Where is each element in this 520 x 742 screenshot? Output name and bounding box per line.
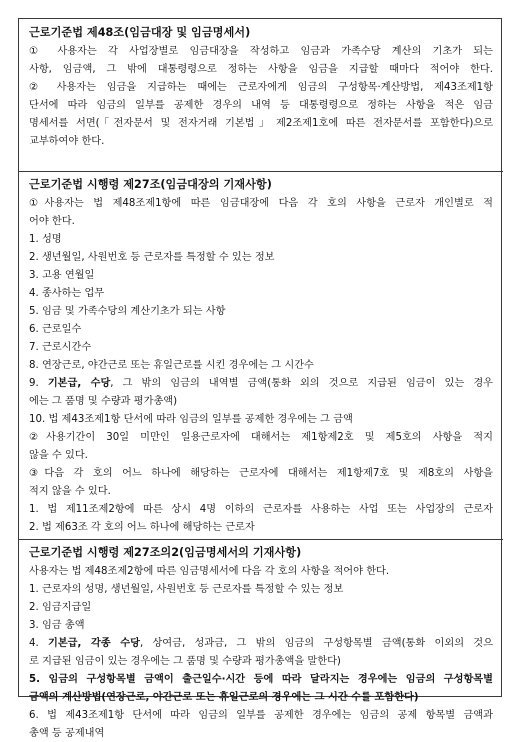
text-line: 단서에 따라 임금의 일부를 공제한 경우의 내역 등 대통령령으로 정하는 사항을 적은 임금	[29, 100, 493, 111]
text-line: 않을 수 있다.	[29, 450, 88, 461]
item-text: , 상여금, 성과금, 그 밖의 임금의 구성항목별 금액(통화 이외의 것으	[139, 638, 493, 649]
text-line: ③다음 각 호의 어느 하나에 해당하는 근로자에 대해서는 제1항제7호 및 제8호의 사항을	[29, 468, 493, 479]
list-item: 1. 성명	[29, 234, 62, 245]
section-title: 근로기준법 시행령 제27조의2(임금명세서의 기재사항)	[29, 546, 302, 559]
list-item: 6. 근로일수	[29, 324, 82, 335]
text-line: 교부하여야 한다.	[29, 136, 105, 147]
section-decree-27-2	[19, 539, 503, 739]
list-item: 2. 생년월일, 사원번호 등 근로자를 특정할 수 있는 정보	[29, 252, 275, 263]
section-article-48	[19, 19, 503, 172]
bold-text: 기본급, 각종 수당	[48, 638, 140, 649]
list-item: 3. 임금 총액	[29, 620, 85, 631]
text-line: 총액 등 공제내역	[29, 728, 105, 739]
text-line: 사항, 임금액, 그 밖에 대통령령으로 정하는 사항을 임금을 지급할 때마다 적어야 한다.	[29, 64, 493, 75]
list-item	[29, 376, 493, 392]
text-line: ① 사용자는 각 사업장별로 임금대장을 작성하고 임금과 가족수당 계산의 기초가 되는	[29, 46, 493, 57]
list-item: 8. 연장근로, 야간근로 또는 휴일근로를 시킨 경우에는 그 시간수	[29, 360, 314, 371]
list-item: 1. 근로자의 성명, 생년월일, 사원번호 등 근로자를 특정할 수 있는 정보	[29, 584, 344, 595]
list-item: 4. 종사하는 업무	[29, 288, 105, 299]
section-decree-27	[19, 171, 503, 540]
text-line: 명세서를 서면(｢전자문서 및 전자거래 기본법｣ 제2조제1호에 따른 전자문서를 포함한다)으로	[29, 118, 493, 129]
bold-text-line: 금액의 계산방법(연장근로, 야간근로 또는 휴일근로의 경우에는 그 시간 수를 포함한다)	[29, 692, 419, 703]
text-line: 어야 한다.	[29, 216, 75, 227]
text-line: 에는 그 품명 및 수량과 평가총액)	[29, 396, 178, 407]
item-text: , 그 밖의 임금의 내역별 금액(통화 외의 것으로 지급된 임금이 있는 경우	[110, 378, 493, 389]
list-item: 6. 법 제43조제1항 단서에 따라 임금의 일부를 공제한 경우에는 임금의 공제 항목별 금액과	[29, 710, 493, 721]
list-item: 2. 법 제63조 각 호의 어느 하나에 해당하는 근로자	[29, 522, 255, 533]
list-item: 5. 임금 및 가족수당의 계산기초가 되는 사항	[29, 306, 226, 317]
text-line: 사용자는 법 제48조제2항에 따른 임금명세서에 다음 각 호의 사항을 적어야 한다.	[29, 566, 390, 577]
list-item: 3. 고용 연월일	[29, 270, 95, 281]
text-line: ② 사용자는 임금을 지급하는 때에는 근로자에게 임금의 구성항목·계산방법, 제43조제1항	[29, 82, 493, 93]
text-line: 로 지급된 임금이 있는 경우에는 그 품명 및 수량과 평가총액을 말한다)	[29, 656, 341, 667]
bold-list-item: 5. 임금의 구성항목별 금액이 출근일수·시간 등에 따라 달라지는 경우에는 임금의 구성항목별	[29, 674, 493, 685]
list-item: 7. 근로시간수	[29, 342, 92, 353]
text-line: ②사용기간이 30일 미만인 일용근로자에 대해서는 제1항제2호 및 제5호의 사항을 적지	[29, 432, 493, 443]
item-number: 9.	[29, 378, 48, 389]
list-item: 2. 임금지급일	[29, 602, 92, 613]
section-title: 근로기준법 제48조(임금대장 및 임금명세서)	[29, 26, 251, 39]
bold-text: 기본급, 수당	[47, 378, 111, 389]
item-number: 4.	[29, 638, 48, 649]
text-line: ①사용자는 법 제48조제1항에 따른 임금대장에 다음 각 호의 사항을 근로자 개인별로 적	[29, 198, 493, 209]
list-item: 1. 법 제11조제2항에 따른 상시 4명 이하의 근로자를 사용하는 사업 또는 사업장의 근로자	[29, 504, 493, 515]
document-page	[18, 18, 502, 739]
list-item: 10. 법 제43조제1항 단서에 따라 임금의 일부를 공제한 경우에는 그 금액	[29, 414, 353, 425]
list-item	[29, 636, 493, 652]
text-line: 적지 않을 수 있다.	[29, 486, 111, 497]
section-title: 근로기준법 시행령 제27조(임금대장의 기재사항)	[29, 178, 272, 191]
